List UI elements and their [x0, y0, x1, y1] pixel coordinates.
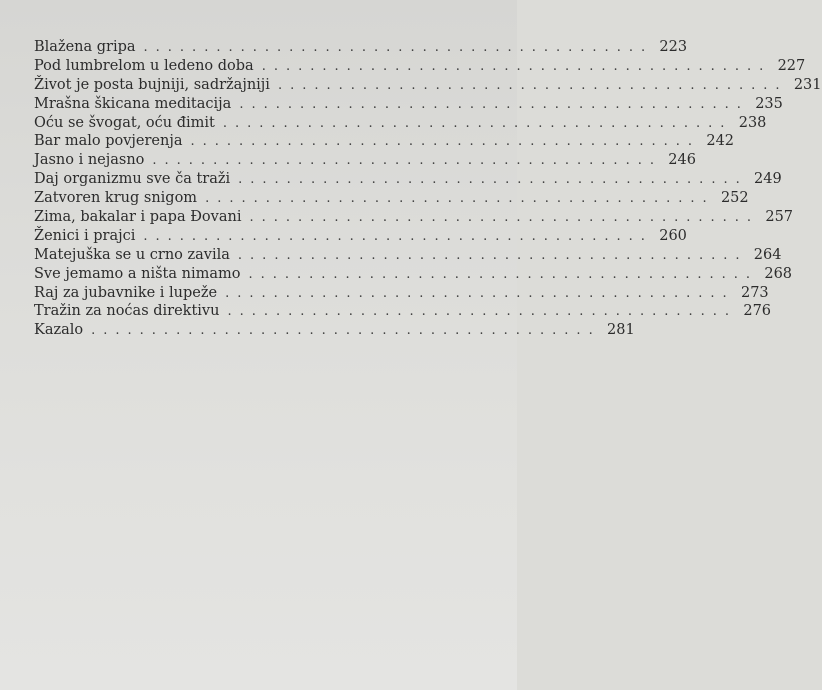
toc-leader-dots: .......................................... [249, 210, 760, 226]
toc-leader-dots: .......................................... [222, 115, 733, 131]
toc-entry-page: 246 [668, 152, 696, 169]
toc-entry-title: Oću se švogat, oću đimit [34, 114, 215, 131]
toc-leader-dots: .......................................... [205, 191, 715, 207]
toc-entry-title: Daj organizmu sve ča traži [34, 171, 231, 188]
toc-entry-title: Pod lumbrelom u ledeno doba [34, 57, 254, 74]
toc-entry [34, 95, 783, 114]
toc-entry-title: Matejuška se u crno zavila [34, 246, 230, 263]
toc-leader-dots: .......................................... [261, 58, 772, 74]
toc-entry [34, 57, 806, 76]
toc-leader-dots: .......................................... [143, 228, 653, 244]
toc-leader-dots: .......................................... [238, 172, 748, 188]
toc-entry-page: 257 [765, 209, 794, 226]
toc-entry-title: Život je posta bujniji, sadržajniji [34, 76, 270, 93]
toc-entry [34, 321, 635, 340]
toc-leader-dots: .......................................... [248, 266, 759, 282]
toc-entry-page: 281 [607, 322, 635, 339]
toc-leader-dots: .......................................... [143, 40, 654, 55]
toc-entry [34, 38, 688, 57]
toc-entry [34, 170, 782, 189]
toc-entry-title: Blažena gripa [34, 39, 136, 55]
toc-entry [34, 151, 696, 170]
toc-entry-page: 235 [755, 95, 783, 112]
toc-entry-title: Mrašna škicana meditacija [34, 95, 232, 112]
toc-entry-title: Raj za jubavnike i lupeže [34, 284, 218, 301]
toc-entry [34, 132, 735, 151]
table-of-contents [34, 38, 822, 340]
toc-entry [34, 208, 794, 227]
toc-entry [34, 76, 822, 95]
toc-entry-page: 252 [720, 190, 749, 207]
toc-entry [34, 189, 749, 208]
toc-entry [34, 265, 793, 284]
toc-entry-page: 227 [777, 57, 806, 74]
toc-entry [34, 284, 769, 303]
toc-leader-dots: .......................................... [239, 96, 749, 112]
toc-entry [34, 302, 772, 321]
toc-entry-title: Sve jemamo a ništa nimamo [34, 265, 241, 282]
toc-entry-title: Jasno i nejasno [34, 152, 145, 169]
toc-entry-page: 249 [754, 171, 782, 188]
toc-entry-title: Tražin za noćas direktivu [34, 303, 220, 320]
toc-entry-page: 276 [743, 303, 772, 320]
toc-entry-page: 223 [659, 39, 688, 55]
toc-leader-dots: .......................................... [190, 134, 701, 150]
toc-entry-title: Zima, bakalar i papa Đovani [34, 209, 242, 226]
toc-entry [34, 246, 782, 265]
toc-entry [34, 114, 767, 133]
toc-entry-page: 242 [706, 133, 735, 150]
toc-entry-title: Zatvoren krug snigom [34, 190, 198, 207]
toc-entry-title: Bar malo povjerenja [34, 133, 183, 150]
toc-leader-dots: .......................................... [225, 285, 735, 301]
toc-entry [34, 227, 687, 246]
toc-entry-page: 231 [793, 76, 822, 93]
toc-leader-dots: .......................................... [91, 323, 601, 339]
toc-entry-page: 268 [764, 265, 793, 282]
toc-entry-title: Kazalo [34, 322, 84, 339]
toc-leader-dots: .......................................... [277, 77, 788, 93]
toc-entry-page: 273 [740, 284, 769, 301]
toc-entry-page: 238 [738, 114, 767, 131]
toc-entry-page: 260 [659, 227, 687, 244]
toc-leader-dots: .......................................... [152, 153, 662, 169]
toc-entry-page: 264 [753, 246, 782, 263]
toc-entry-title: Ženici i prajci [34, 227, 136, 244]
toc-leader-dots: .......................................... [227, 304, 738, 320]
toc-leader-dots: .......................................... [237, 247, 748, 263]
